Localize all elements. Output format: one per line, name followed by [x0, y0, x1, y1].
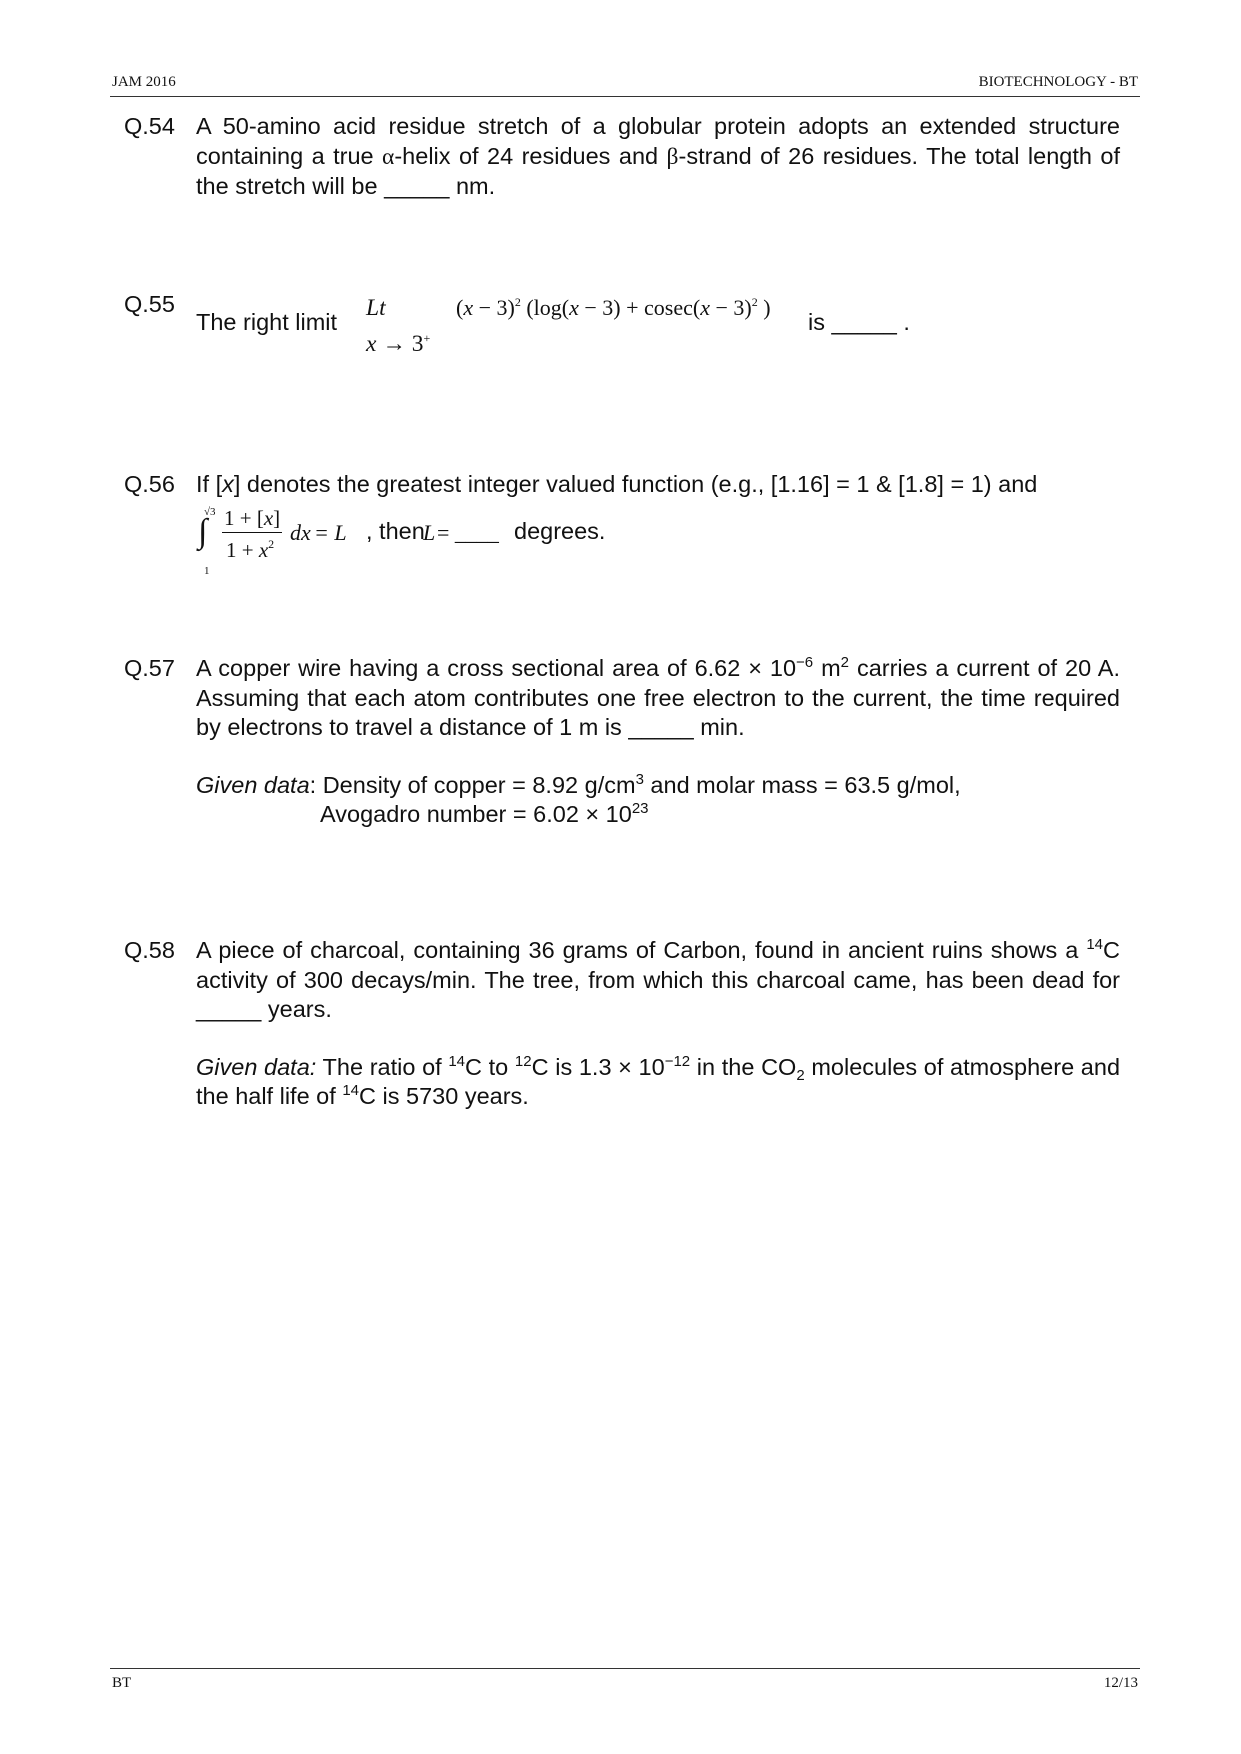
integral-upper-limit: √3	[204, 506, 216, 518]
question-text: A 50-amino acid residue stretch of a globular protein adopts an extended structure containing a true α-helix of 24 residues and β-strand of 26 residues. The total length of the stretch will be _____ nm.	[196, 113, 1120, 199]
question-number: Q.55	[124, 291, 175, 317]
question-lead: The right limit	[196, 309, 338, 335]
page-header	[110, 74, 1140, 97]
answer-variable: L	[423, 520, 436, 545]
integral-lower-limit: 1	[204, 565, 210, 577]
given-data: Given data: The ratio of $^{14}$C to $^{12}$C is $1.3 \times 10^{-12}$ in the $CO_2$ molecules of atmosphere and the half life of $^{14}$C is 5730 years.	[196, 1052, 1121, 1109]
page-number: 12/13	[1103, 1675, 1138, 1691]
limit-subscript: x → 3+	[366, 331, 431, 357]
given-data-continued: Avogadro number = $6.02 \times 10^{23}$	[320, 800, 649, 827]
integral-result: = L	[314, 520, 347, 545]
page-footer	[110, 1668, 1140, 1697]
fraction-numerator: 1 + [x]	[224, 506, 281, 530]
answer-blank: = ____	[437, 520, 499, 545]
given-data: Given data: Density of copper = 8.92 $g/cm^3$ and molar mass = 63.5 g/mol,	[196, 770, 961, 798]
question-text: A piece of charcoal, containing 36 grams of Carbon, found in ancient ruins shows a $^{14}$C activity of 300 decays/min. The tree, from which this charcoal came, has been dead for _____ years. Given data: The ratio of $^{14}$C to $^{12}$C is $1.3 \times 10^{-12}$ in the $CO_2$ molecules of atmosphere and the half life of $^{14}$C is 5730 years.	[196, 936, 1120, 1112]
header-subject: BIOTECHNOLOGY - BT	[978, 74, 1138, 90]
question-number: Q.54	[124, 113, 175, 139]
question-text: If [x] denotes the greatest integer valued function (e.g., [1.16] = 1 & [1.8] = 1) and	[196, 471, 1038, 497]
differential: dx	[290, 520, 311, 545]
limit-operator: Lt	[366, 295, 386, 321]
integral-sign: ∫	[198, 513, 208, 550]
question-number: Q.57	[124, 655, 175, 681]
then-text: , then	[366, 518, 425, 544]
question-number: Q.58	[124, 937, 175, 963]
fraction-denominator: $1 + x^2$	[226, 537, 275, 562]
integral-expression	[196, 502, 896, 577]
answer-unit: degrees.	[514, 518, 606, 544]
header-exam: JAM 2016	[112, 74, 176, 90]
question-number: Q.56	[124, 471, 175, 497]
fraction-bar	[222, 532, 282, 533]
question-text: A copper wire having a cross sectional area of $6.62 \times 10^{-6}$ $m^2$ carries a current of 20 A. Assuming that each atom contributes one free electron to the current, the time required by electrons to travel a distance of 1 m is _____ min. Given data: Density of copper = 8.92 $g/cm^3$ and molar mass = 63.5 g/mol, Avogadro number = $6.02 \times 10^{23}$	[196, 654, 1120, 830]
footer-code: BT	[112, 1675, 132, 1691]
question-tail: is _____ .	[808, 309, 910, 335]
limit-expression: $(x - 3)^2$ ($\log(x - 3) + cosec(x - 3)^2$ )	[456, 295, 771, 320]
